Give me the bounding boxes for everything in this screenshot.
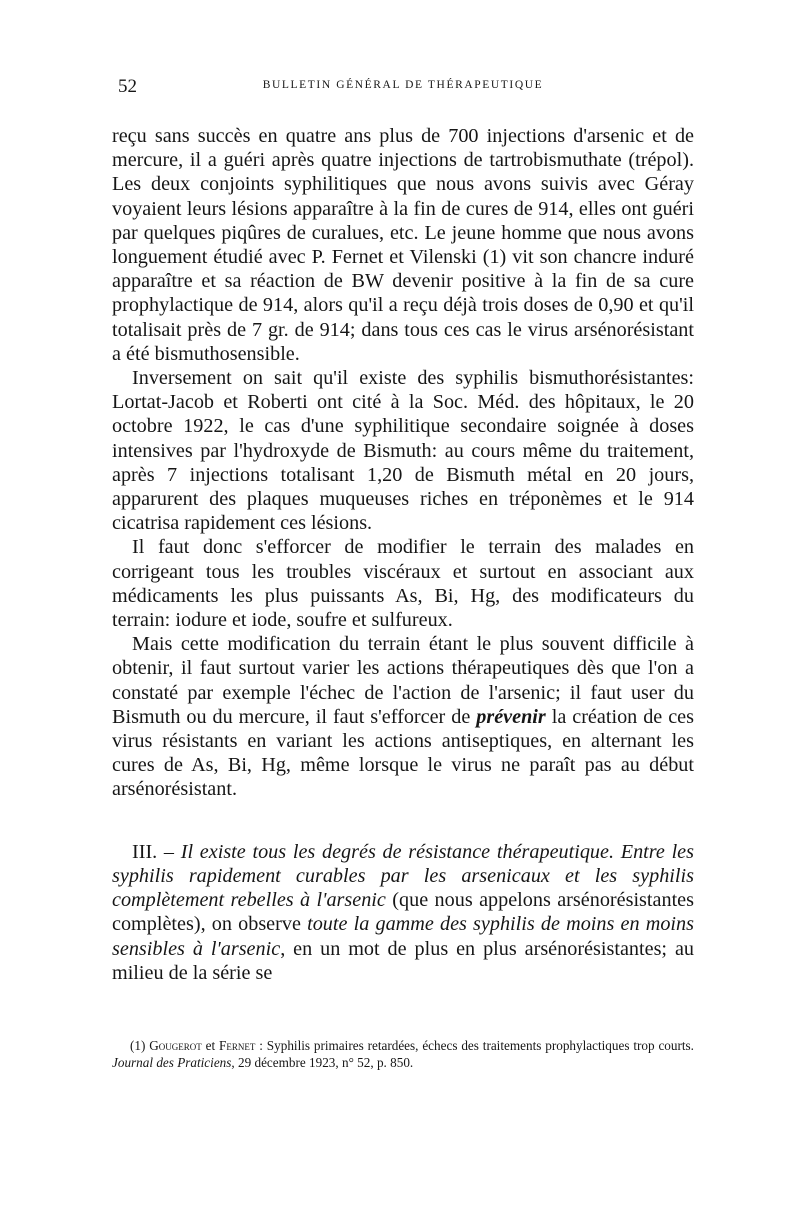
footnote-author: Gougerot	[149, 1037, 202, 1053]
footnote	[112, 1037, 694, 1071]
page-header	[112, 70, 694, 104]
emphasis-prevenir: prévenir	[476, 705, 546, 728]
paragraph-text: , en un mot de plus en plus arsénorésistantes; au milieu de la série se	[112, 937, 695, 984]
running-title: BULLETIN GÉNÉRAL DE THÉRAPEUTIQUE	[262, 79, 544, 91]
footnote-marker: (1)	[130, 1037, 150, 1053]
footnote-text: et	[201, 1037, 220, 1053]
paragraph-continuation: reçu sans succès en quatre ans plus de 700 injections d'arsenic et de mercure, il a guéri après quatre injections de tartrobismuthate (trépol). Les deux conjoints syphilitiques que nous avons suivis avec Géray voyaient leurs lésions apparaître à la fin de cures de 914, elles ont guéri par quelques piqûres de curalues, etc. Le jeune homme que nous avons longuement étudié avec P. Fernet et Vilenski (1) vit son chancre induré apparaître et sa réaction de BW devenir positive à la fin de sa cure prophylactique de 914, alors qu'il a reçu déjà trois doses de 0,90 et qu'il totalisait près de 7 gr. de 914; dans tous ces cas le virus arsénorésistant a été bismuthosensible.	[112, 125, 694, 365]
footnote-text: , 29 décembre 1923, n° 52, p. 850.	[231, 1054, 414, 1070]
footnote-author: Fernet	[219, 1037, 256, 1053]
paragraph-text: la création de ces virus résistants en variant les actions antiseptiques, en alternant les cures de As, Bi, Hg, même lorsque le virus ne paraît pas au début arsénorésistant.	[112, 705, 694, 801]
paragraph-text: Mais cette modification du terrain étant le plus souvent difficile à obtenir, il faut surtout varier les actions thérapeutiques dès que l'on a constaté par exemple l'échec de l'action de l'arsenic; il faut user du Bismuth ou du mercure, il faut s'efforcer de	[112, 633, 694, 728]
page-number: 52	[118, 76, 137, 97]
paragraph-bismuthoresistance: Inversement on sait qu'il existe des syphilis bismuthorésistantes: Lortat-Jacob et Roberti ont cité à la Soc. Méd. des hôpitaux, le 20 octobre 1922, le cas d'une syphilitique secondaire soignée à doses intensives par l'hydroxyde de Bismuth: au cours même du traitement, après 7 injections totalisant 1,20 de Bismuth métal en 20 jours, apparurent des plaques muqueuses riches en tréponèmes et le 914 cicatrisa rapidement ces lésions.	[112, 367, 694, 535]
italic-passage: Il existe tous les degrés de résistance thérapeutique. Entre les syphilis rapidement curables par les arsenicaux et les syphilis complètement rebelles à l'arsenic	[112, 840, 694, 912]
footnote-text: : Syphilis primaires retardées, échecs des traitements prophylactiques trop courts.	[255, 1037, 694, 1053]
paragraph-modification	[112, 632, 694, 801]
footnote-journal: Journal des Praticiens	[112, 1054, 232, 1070]
section-iii-paragraph	[112, 840, 694, 985]
paragraph-text: (que nous appelons arsénorésistantes complètes), on observe	[112, 889, 694, 936]
section-numeral: III. –	[132, 840, 181, 863]
book-page	[112, 70, 694, 1071]
body-text	[112, 124, 694, 985]
paragraph-terrain: Il faut donc s'efforcer de modifier le terrain des malades en corrigeant tous les troubles viscéraux et surtout en associant aux médicaments les plus puissants As, Bi, Hg, des modificateurs du terrain: iodure et iode, soufre et sulfureux.	[112, 536, 694, 632]
italic-passage: toute la gamme des syphilis de moins en moins sensibles à l'arsenic	[112, 913, 694, 960]
